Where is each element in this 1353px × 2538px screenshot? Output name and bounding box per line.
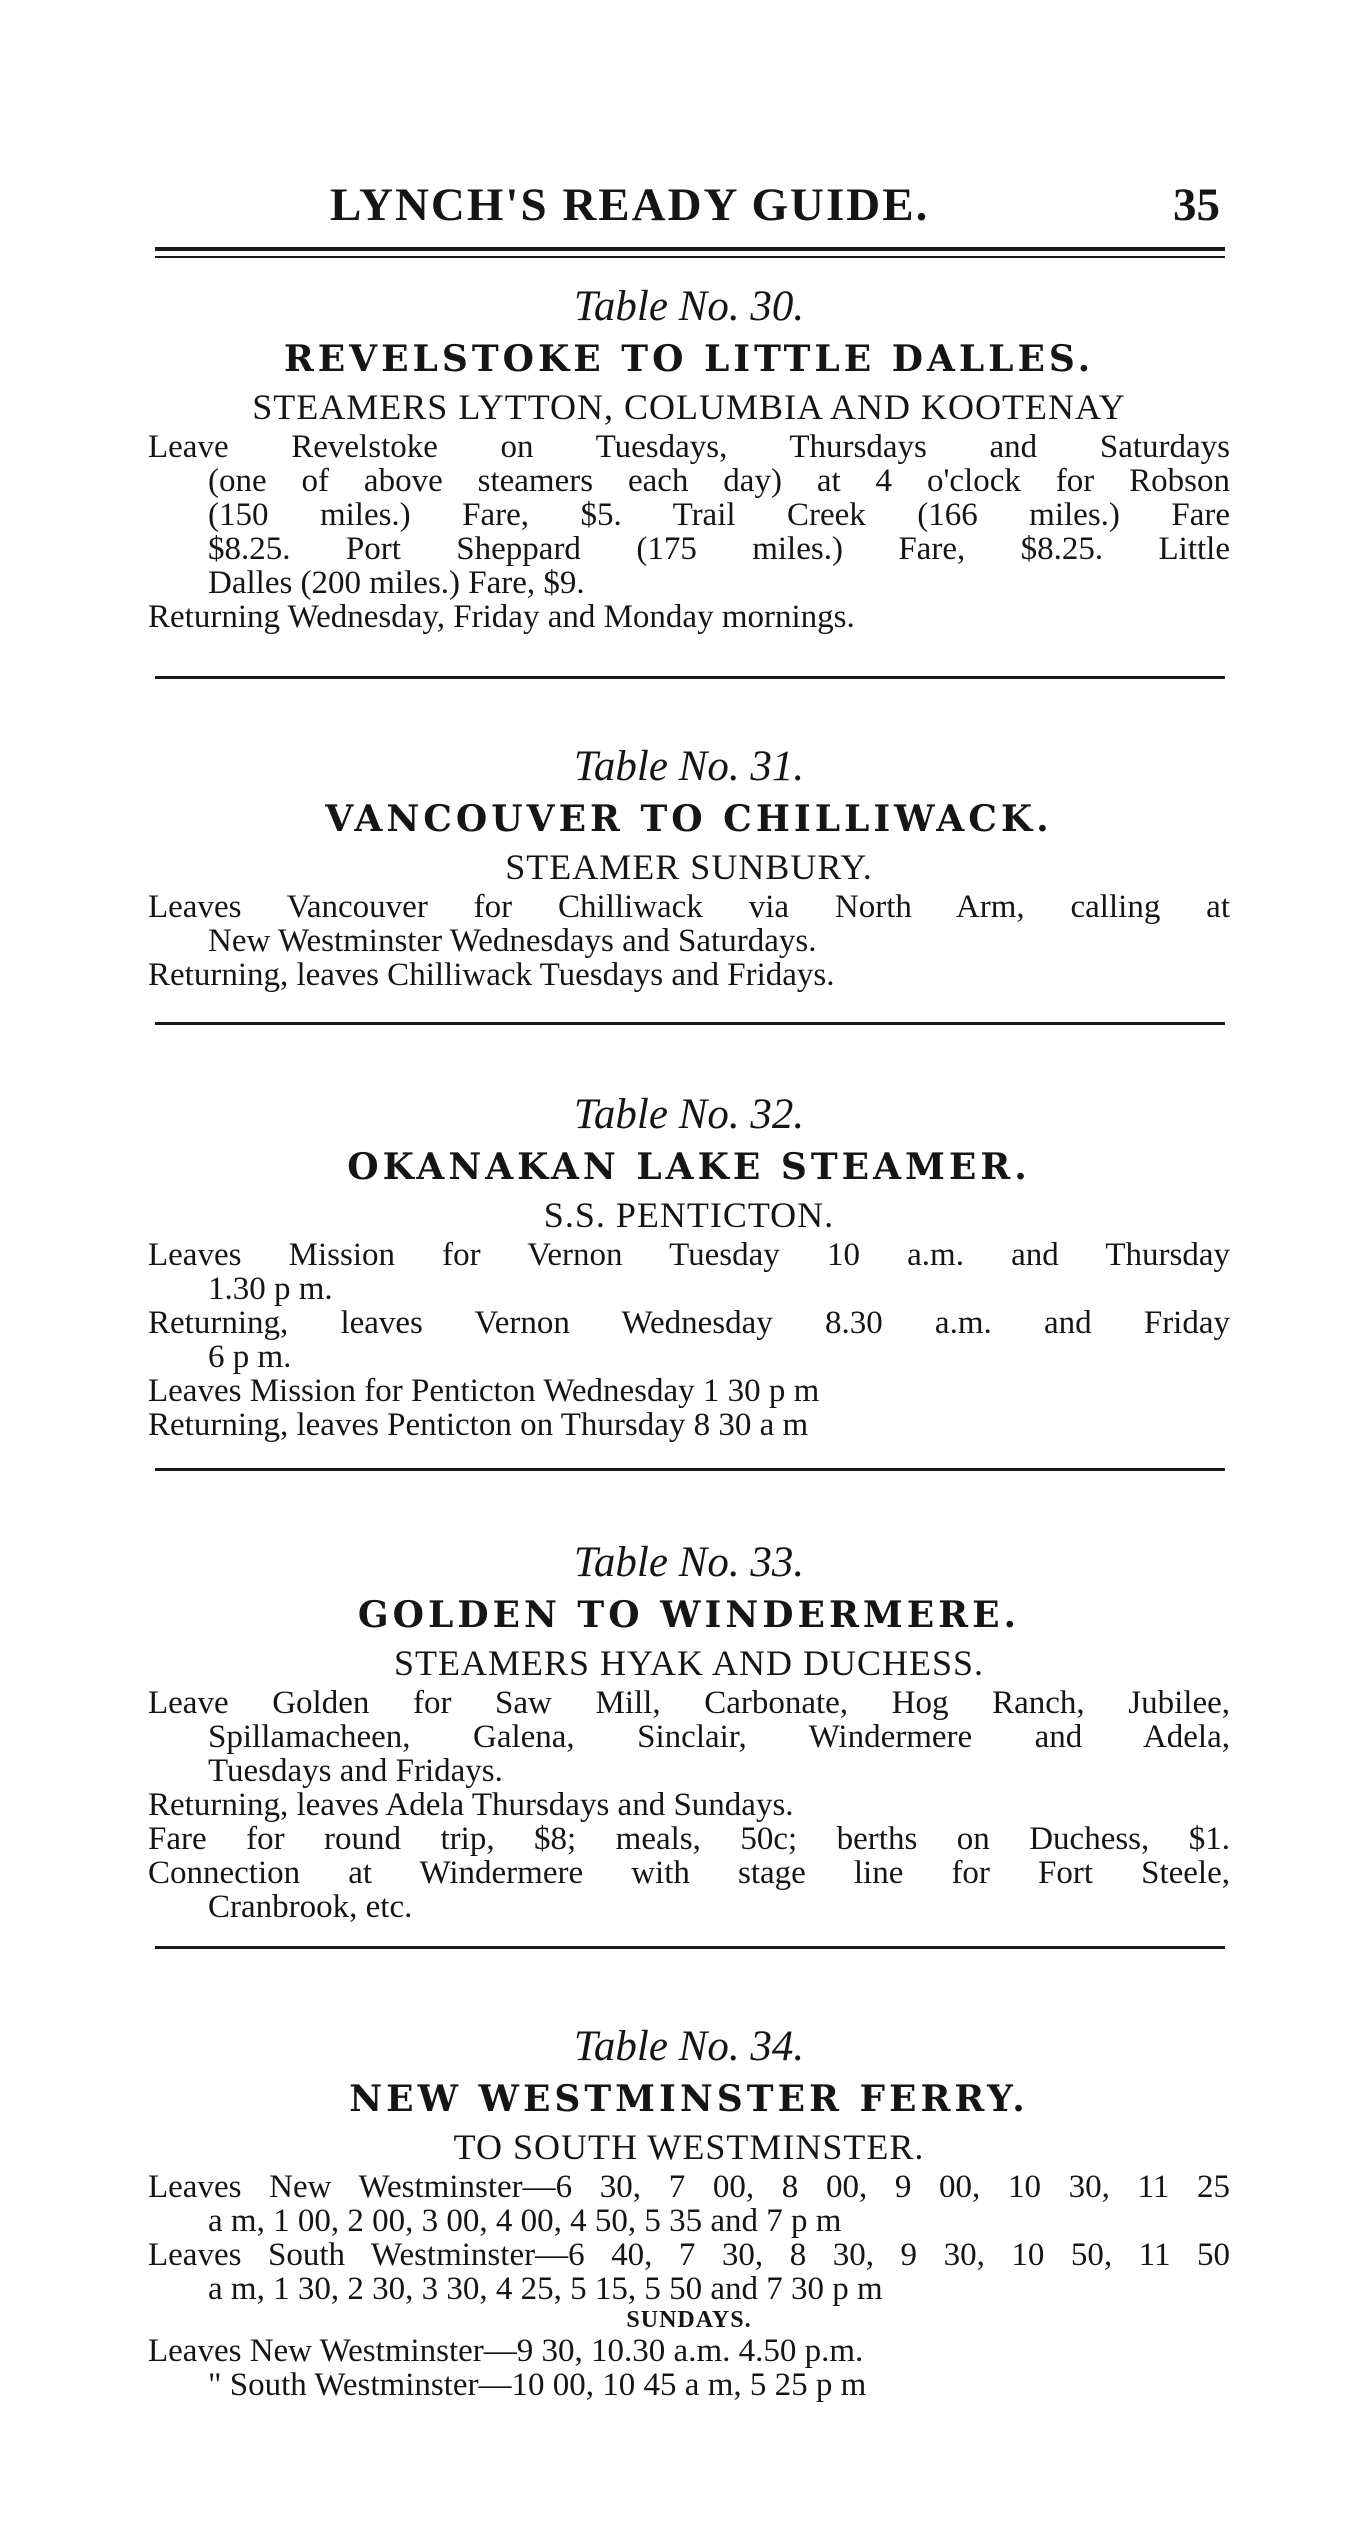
schedule-line: Spillamacheen, Galena, Sinclair, Windermere and Adela, [208,1720,1230,1754]
schedule-line: Leaves New Westminster—6 30, 7 00, 8 00, 9 00, 10 30, 11 25 [148,2170,1230,2204]
vessel-subtitle: TO SOUTH WESTMINSTER. [453,2127,925,2167]
schedule-line: New Westminster Wednesdays and Saturdays. [208,924,817,958]
schedule-line: Leaves Vancouver for Chilliwack via North Arm, calling at [148,890,1230,924]
schedule-line: (150 miles.) Fare, $5. Trail Creek (166 miles.) Fare [208,498,1230,532]
schedule-line: Returning, leaves Vernon Wednesday 8.30 a.m. and Friday [148,1306,1230,1340]
running-title: LYNCH'S READY GUIDE. [330,179,930,231]
table-31-section [148,740,1230,992]
table-34-section [148,2020,1230,2402]
schedule-line: $8.25. Port Sheppard (175 miles.) Fare, $8.25. Little [208,532,1230,566]
vessel-subtitle: STEAMERS LYTTON, COLUMBIA AND KOOTENAY [252,387,1126,427]
sunday-schedule-line: " South Westminster—10 00, 10 45 a m, 5 25 p m [208,2368,867,2402]
schedule-line: Leaves South Westminster—6 40, 7 30, 8 30, 9 30, 10 50, 11 50 [148,2238,1230,2272]
table-32-section [148,1088,1230,1442]
page-number: 35 [1173,179,1220,231]
section-divider [155,676,1225,679]
section-divider [155,1946,1225,1949]
route-title: REVELSTOKE TO LITTLE DALLES. [283,338,1095,380]
route-title: NEW WESTMINSTER FERRY. [349,2078,1029,2120]
section-divider [155,1022,1225,1025]
section-divider [155,1468,1225,1471]
schedule-line: Dalles (200 miles.) Fare, $9. [208,566,585,600]
schedule-line: Cranbrook, etc. [208,1890,413,1924]
schedule-line: 6 p m. [208,1340,292,1374]
schedule-line: Connection at Windermere with stage line for Fort Steele, [148,1856,1230,1890]
table-33-section [148,1536,1230,1924]
schedule-line: Leave Golden for Saw Mill, Carbonate, Hog Ranch, Jubilee, [148,1686,1230,1720]
vessel-subtitle: S.S. PENTICTON. [543,1195,835,1235]
page-header [330,178,1220,238]
schedule-line: Returning, leaves Chilliwack Tuesdays and Fridays. [148,958,835,992]
schedule-line: Fare for round trip, $8; meals, 50c; berths on Duchess, $1. [148,1822,1230,1856]
sundays-heading: SUNDAYS. [626,2307,752,2333]
schedule-line: a m, 1 00, 2 00, 3 00, 4 00, 4 50, 5 35 and 7 p m [208,2204,842,2238]
table-label: Table No. 33. [573,1539,805,1586]
schedule-line: a m, 1 30, 2 30, 3 30, 4 25, 5 15, 5 50 and 7 30 p m [208,2272,883,2306]
route-title: VANCOUVER TO CHILLIWACK. [325,798,1053,840]
header-rule-thick [155,247,1225,251]
table-30-section [148,280,1230,634]
header-rule-thin [155,256,1225,258]
schedule-line: Leave Revelstoke on Tuesdays, Thursdays and Saturdays [148,430,1230,464]
schedule-line: Leaves Mission for Penticton Wednesday 1 30 p m [148,1374,820,1408]
schedule-line: Returning Wednesday, Friday and Monday mornings. [148,600,855,634]
table-label: Table No. 30. [573,283,805,330]
schedule-line: Leaves Mission for Vernon Tuesday 10 a.m. and Thursday [148,1238,1230,1272]
route-title: GOLDEN TO WINDERMERE. [357,1594,1021,1636]
schedule-line: Tuesdays and Fridays. [208,1754,503,1788]
table-label: Table No. 34. [573,2023,805,2070]
schedule-line: Returning, leaves Adela Thursdays and Sundays. [148,1788,794,1822]
schedule-line: (one of above steamers each day) at 4 o'clock for Robson [208,464,1230,498]
route-title: OKANAKAN LAKE STEAMER. [347,1146,1031,1188]
vessel-subtitle: STEAMERS HYAK AND DUCHESS. [393,1643,985,1683]
schedule-line: Returning, leaves Penticton on Thursday 8 30 a m [148,1408,809,1442]
table-label: Table No. 31. [573,743,805,790]
table-label: Table No. 32. [573,1091,805,1138]
sunday-schedule-line: Leaves New Westminster—9 30, 10.30 a.m. 4.50 p.m. [148,2334,864,2368]
vessel-subtitle: STEAMER SUNBURY. [505,847,873,887]
schedule-line: 1.30 p m. [208,1272,333,1306]
